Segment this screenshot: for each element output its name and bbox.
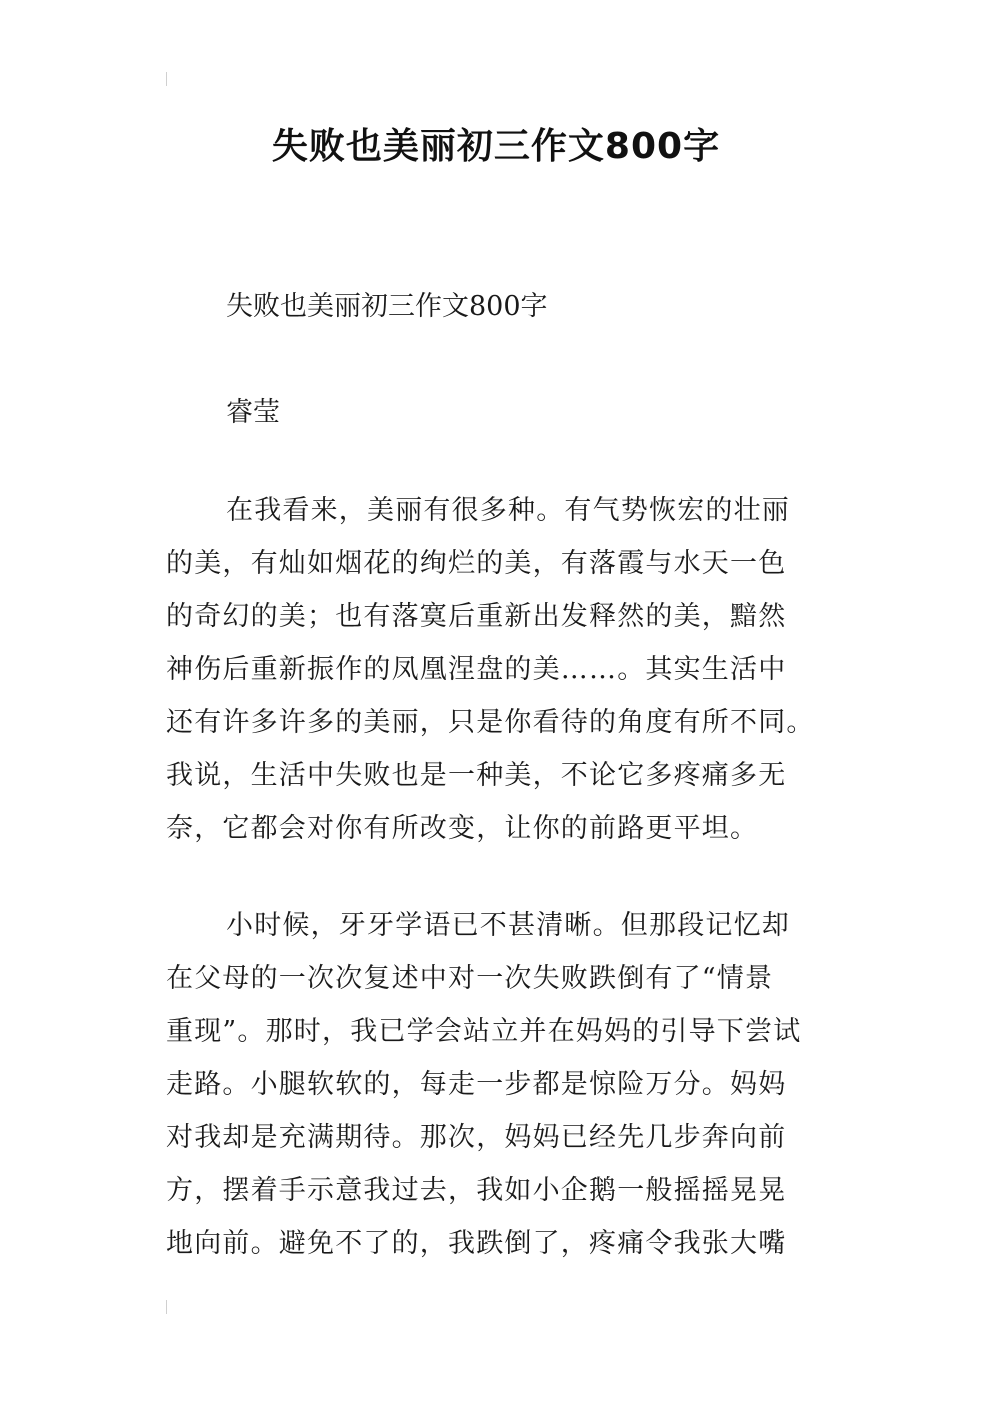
text-line: 我说，生活中失败也是一种美，不论它多疼痛多无 [166, 760, 787, 791]
author-name: 睿莹 [226, 397, 280, 428]
text-line: 还有许多许多的美丽，只是你看待的角度有所不同。 [166, 707, 815, 738]
text-line: 方，摆着手示意我过去，我如小企鹅一般摇摇晃晃 [166, 1175, 787, 1206]
text-line: 神伤后重新振作的凤凰涅盘的美……。其实生活中 [166, 654, 787, 685]
essay-title: 失败也美丽初三作文800字 [226, 291, 548, 322]
crop-mark-bottom [166, 1300, 167, 1314]
document-title: 失败也美丽初三作文800字 [271, 126, 721, 167]
text-line: 的奇幻的美；也有落寞后重新出发释然的美，黯然 [166, 601, 787, 632]
text-line: 小时候，牙牙学语已不甚清晰。但那段记忆却 [226, 910, 790, 941]
paragraph-1 [166, 484, 830, 855]
text-line: 在我看来，美丽有很多种。有气势恢宏的壮丽 [226, 495, 790, 526]
text-line: 走路。小腿软软的，每走一步都是惊险万分。妈妈 [166, 1069, 787, 1100]
text-line: 对我却是充满期待。那次，妈妈已经先几步奔向前 [166, 1122, 787, 1153]
text-line: 重现”。那时，我已学会站立并在妈妈的引导下尝试 [166, 1016, 802, 1047]
text-line: 的美，有灿如烟花的绚烂的美，有落霞与水天一色 [166, 548, 787, 579]
text-line: 在父母的一次次复述中对一次失败跌倒有了“情景 [166, 963, 774, 994]
crop-mark-top [166, 72, 167, 86]
paragraph-2 [166, 899, 830, 1270]
text-line: 奈，它都会对你有所改变，让你的前路更平坦。 [166, 813, 759, 844]
text-line: 地向前。避免不了的，我跌倒了，疼痛令我张大嘴 [166, 1228, 787, 1259]
